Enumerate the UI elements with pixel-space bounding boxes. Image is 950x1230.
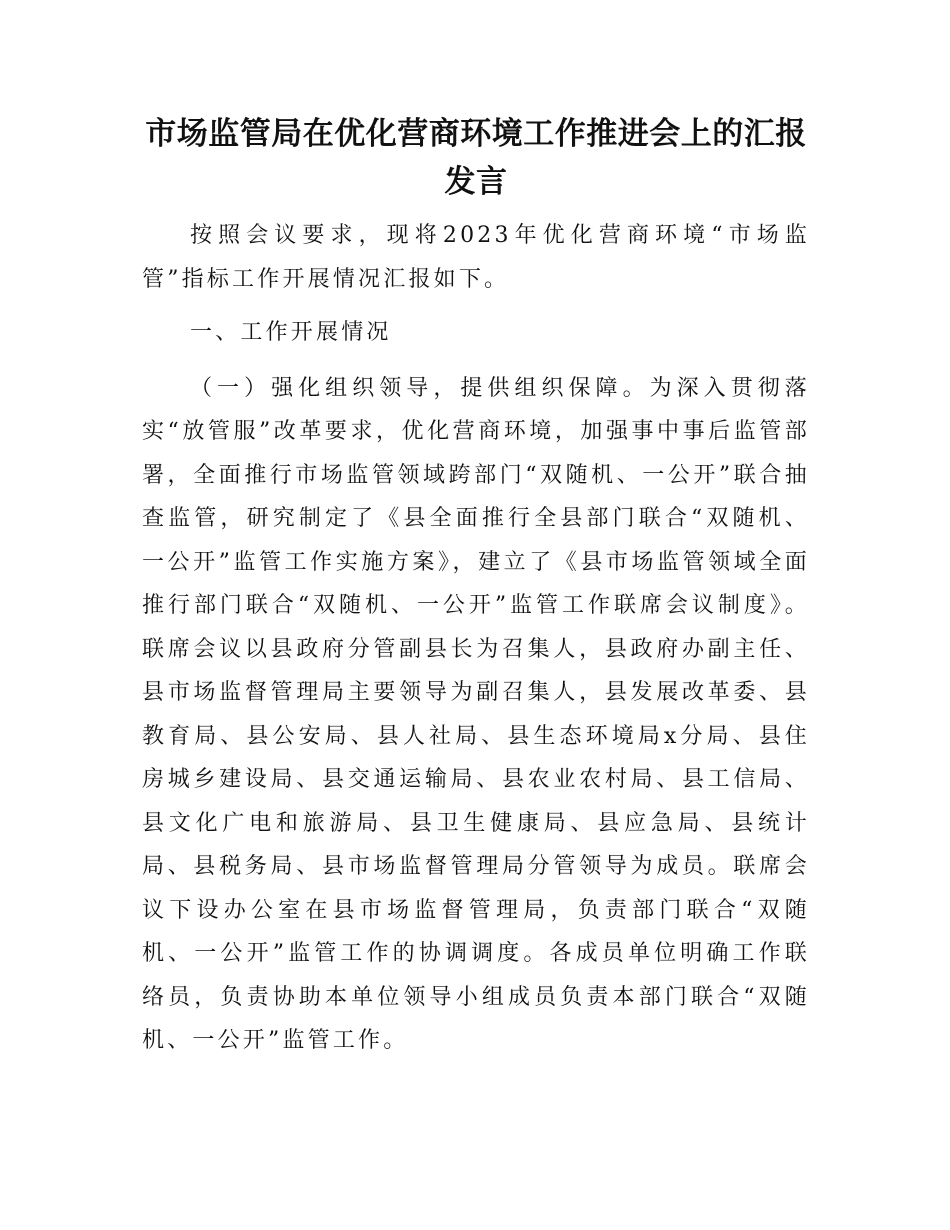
section-heading: 一、工作开展情况 <box>190 320 392 345</box>
intro-paragraph: 按照会议要求，现将2023年优化营商环境“市场监管”指标工作开展情况汇报如下。 <box>142 223 810 292</box>
section-paragraph: （一）强化组织领导，提供组织保障。为深入贯彻落实“放管服”改革要求，优化营商环境，加强事中事后监管部署，全面推行市场监管领域跨部门“双随机、一公开”联合抽查监管，研究制定了《县全面推行全县部门联合“双随机、一公开”监管工作实施方案》，建立了《县市场监管领域全面推行部门联合“双随机、一公开”监管工作联席会议制度》。联席会议以县政府分管副县长为召集人，县政府办副主任、县市场监督管理局主要领导为副召集人，县发展改革委、县教育局、县公安局、县人社局、县生态环境局x分局、县住房城乡建设局、县交通运输局、县农业农村局、县工信局、县文化广电和旅游局、县卫生健康局、县应急局、县统计局、县税务局、县市场监督管理局分管领导为成员。联席会议下设办公室在县市场监督管理局，负责部门联合“双随机、一公开”监管工作的协调调度。各成员单位明确工作联络员，负责协助本单位领导小组成员负责本部门联合“双随机、一公开”监管工作。 <box>142 375 810 1053</box>
document-title: 市场监管局在优化营商环境工作推进会上的汇报发言 <box>145 116 807 200</box>
document-body <box>142 214 810 1063</box>
